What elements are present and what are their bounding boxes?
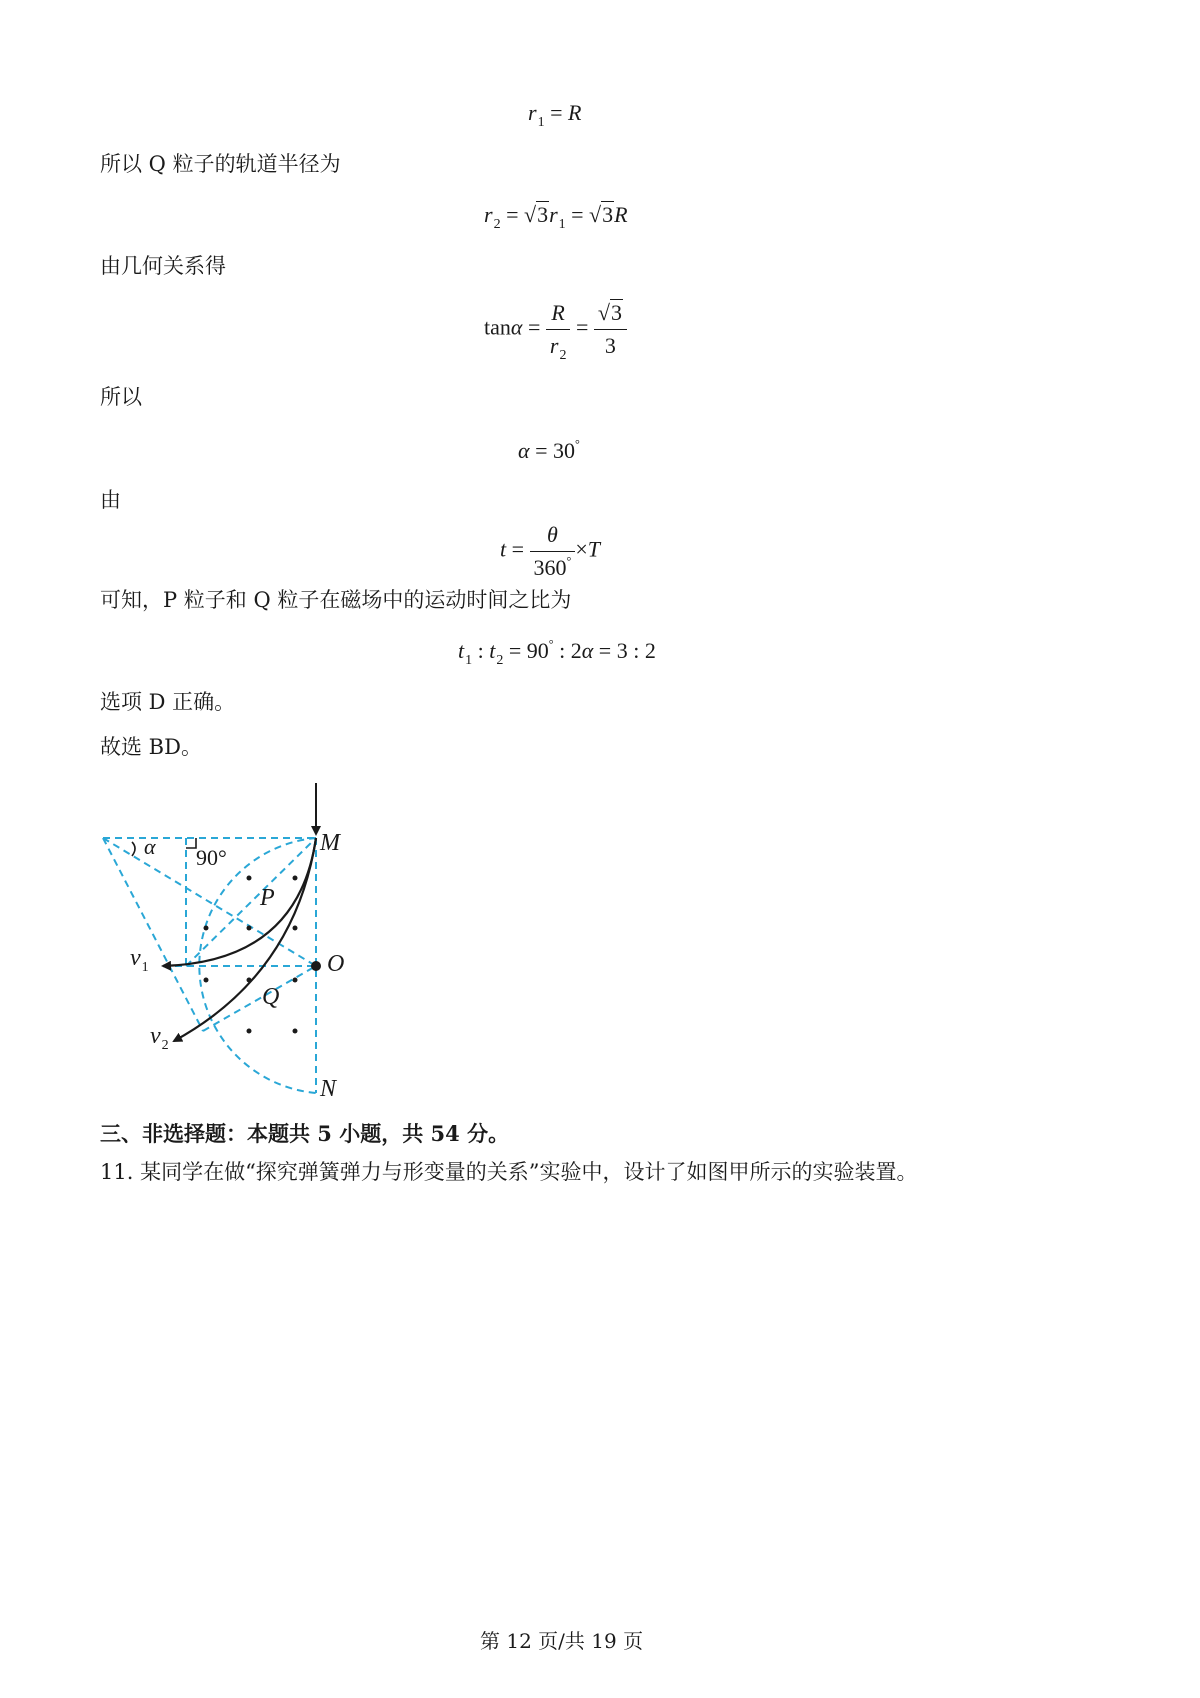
label-p: P bbox=[260, 885, 275, 911]
sqrt-radicand: 3 bbox=[610, 300, 622, 325]
fraction-denominator: r bbox=[549, 333, 559, 358]
fraction-numerator: θ bbox=[530, 522, 576, 552]
formula-symbol: r bbox=[528, 100, 537, 125]
paragraph-therefore: 所以 bbox=[100, 385, 142, 409]
field-dot bbox=[247, 978, 252, 983]
field-dot bbox=[204, 926, 209, 931]
paragraph-option-d: 选项 D 正确。 bbox=[100, 690, 236, 714]
dashed-radius-q bbox=[203, 966, 316, 1031]
dashed-line-to-v2 bbox=[103, 838, 203, 1031]
formula-symbol: α bbox=[518, 438, 530, 463]
field-dot bbox=[247, 876, 252, 881]
paragraph-q-radius: 所以 Q 粒子的轨道半径为 bbox=[100, 152, 341, 176]
paragraph-time-ratio: 可知，P 粒子和 Q 粒子在磁场中的运动时间之比为 bbox=[100, 588, 572, 612]
paragraph-geometry: 由几何关系得 bbox=[100, 254, 226, 278]
section-heading: 三、非选择题：本题共 5 小题，共 54 分。 bbox=[100, 1121, 510, 1146]
formula-r1-equals-r: $r_1 = R$ bbox=[528, 100, 582, 130]
formula-symbol: R bbox=[614, 202, 628, 227]
formula-value: 90 bbox=[526, 638, 549, 663]
formula-subscript: 1 bbox=[558, 217, 566, 232]
formula-value: 3 : 2 bbox=[616, 638, 656, 663]
formula-symbol: R bbox=[567, 100, 582, 125]
formula-ratio: $t_1$ : $t_2 = 90^\circ$ : 2α = 3 : 2 bbox=[458, 637, 656, 668]
formula-alpha-30: α = 30° bbox=[518, 437, 580, 463]
label-o: O bbox=[327, 951, 345, 977]
formula-symbol: t bbox=[458, 638, 465, 663]
formula-symbol: t bbox=[500, 536, 507, 562]
field-dot bbox=[247, 1029, 252, 1034]
field-dot bbox=[293, 1029, 298, 1034]
field-dot bbox=[293, 978, 298, 983]
field-dot bbox=[293, 876, 298, 881]
page-footer: 第 12 页/共 19 页 bbox=[480, 1629, 644, 1653]
sqrt-radicand: 3 bbox=[602, 202, 614, 227]
velocity-subscript: 2 bbox=[161, 1038, 169, 1053]
formula-time: t = $\frac{\theta}{360^\circ}$ ×T bbox=[500, 522, 601, 580]
fraction-denominator: 360 bbox=[533, 555, 567, 580]
sqrt-sign: √3 bbox=[589, 202, 614, 227]
formula-subscript: 2 bbox=[493, 217, 501, 232]
times-sign: × bbox=[575, 536, 588, 562]
formula-r2: $r_2 = √3r_1 = √3R$ bbox=[484, 202, 628, 232]
formula-value: 30 bbox=[552, 438, 575, 463]
label-v1 bbox=[130, 945, 149, 975]
angle-alpha-arc bbox=[132, 842, 135, 856]
label-m: M bbox=[320, 830, 340, 856]
formula-tan-alpha: tanα = $\frac{R}{r_2}$ = $\frac{√3}{3}$ bbox=[484, 300, 627, 359]
formula-symbol: α bbox=[581, 638, 594, 663]
formula-subscript: 2 bbox=[496, 653, 504, 668]
formula-function: tan bbox=[484, 314, 511, 340]
velocity-symbol: v bbox=[130, 945, 141, 971]
formula-symbol: t bbox=[489, 638, 496, 663]
sqrt-sign: √3 bbox=[523, 202, 549, 227]
formula-value: 2 bbox=[570, 638, 582, 663]
sqrt-sign: √3 bbox=[597, 300, 622, 325]
field-dot bbox=[204, 978, 209, 983]
field-dot bbox=[293, 926, 298, 931]
paragraph-answer: 故选 BD。 bbox=[100, 735, 202, 759]
label-q: Q bbox=[262, 984, 280, 1010]
fraction-denominator: 3 bbox=[604, 333, 616, 358]
paragraph-by: 由 bbox=[100, 488, 121, 512]
label-alpha: α bbox=[144, 834, 156, 859]
field-dot bbox=[247, 926, 252, 931]
velocity-subscript: 1 bbox=[141, 960, 149, 975]
question-11: 11. 某同学在做“探究弹簧弹力与形变量的关系”实验中，设计了如图甲所示的实验装置。 bbox=[100, 1160, 918, 1184]
formula-symbol: r bbox=[484, 202, 493, 227]
velocity-symbol: v bbox=[150, 1023, 161, 1049]
label-n: N bbox=[320, 1076, 337, 1102]
right-angle-marker bbox=[186, 838, 196, 848]
degree-sign: ° bbox=[574, 437, 580, 451]
degree-sign: ° bbox=[548, 637, 554, 651]
fraction-numerator: R bbox=[546, 300, 571, 330]
formula-subscript: 1 bbox=[537, 115, 545, 130]
label-90-degree: 90° bbox=[196, 845, 227, 870]
formula-symbol: α bbox=[510, 314, 523, 340]
sqrt-radicand: 3 bbox=[537, 202, 549, 227]
formula-subscript: 1 bbox=[465, 653, 473, 668]
formula-subscript: 2 bbox=[559, 348, 567, 363]
formula-symbol: r bbox=[549, 202, 558, 227]
formula-symbol: T bbox=[587, 536, 601, 562]
degree-sign: ° bbox=[566, 554, 572, 568]
center-point-o bbox=[311, 961, 321, 971]
label-v2 bbox=[150, 1023, 169, 1053]
